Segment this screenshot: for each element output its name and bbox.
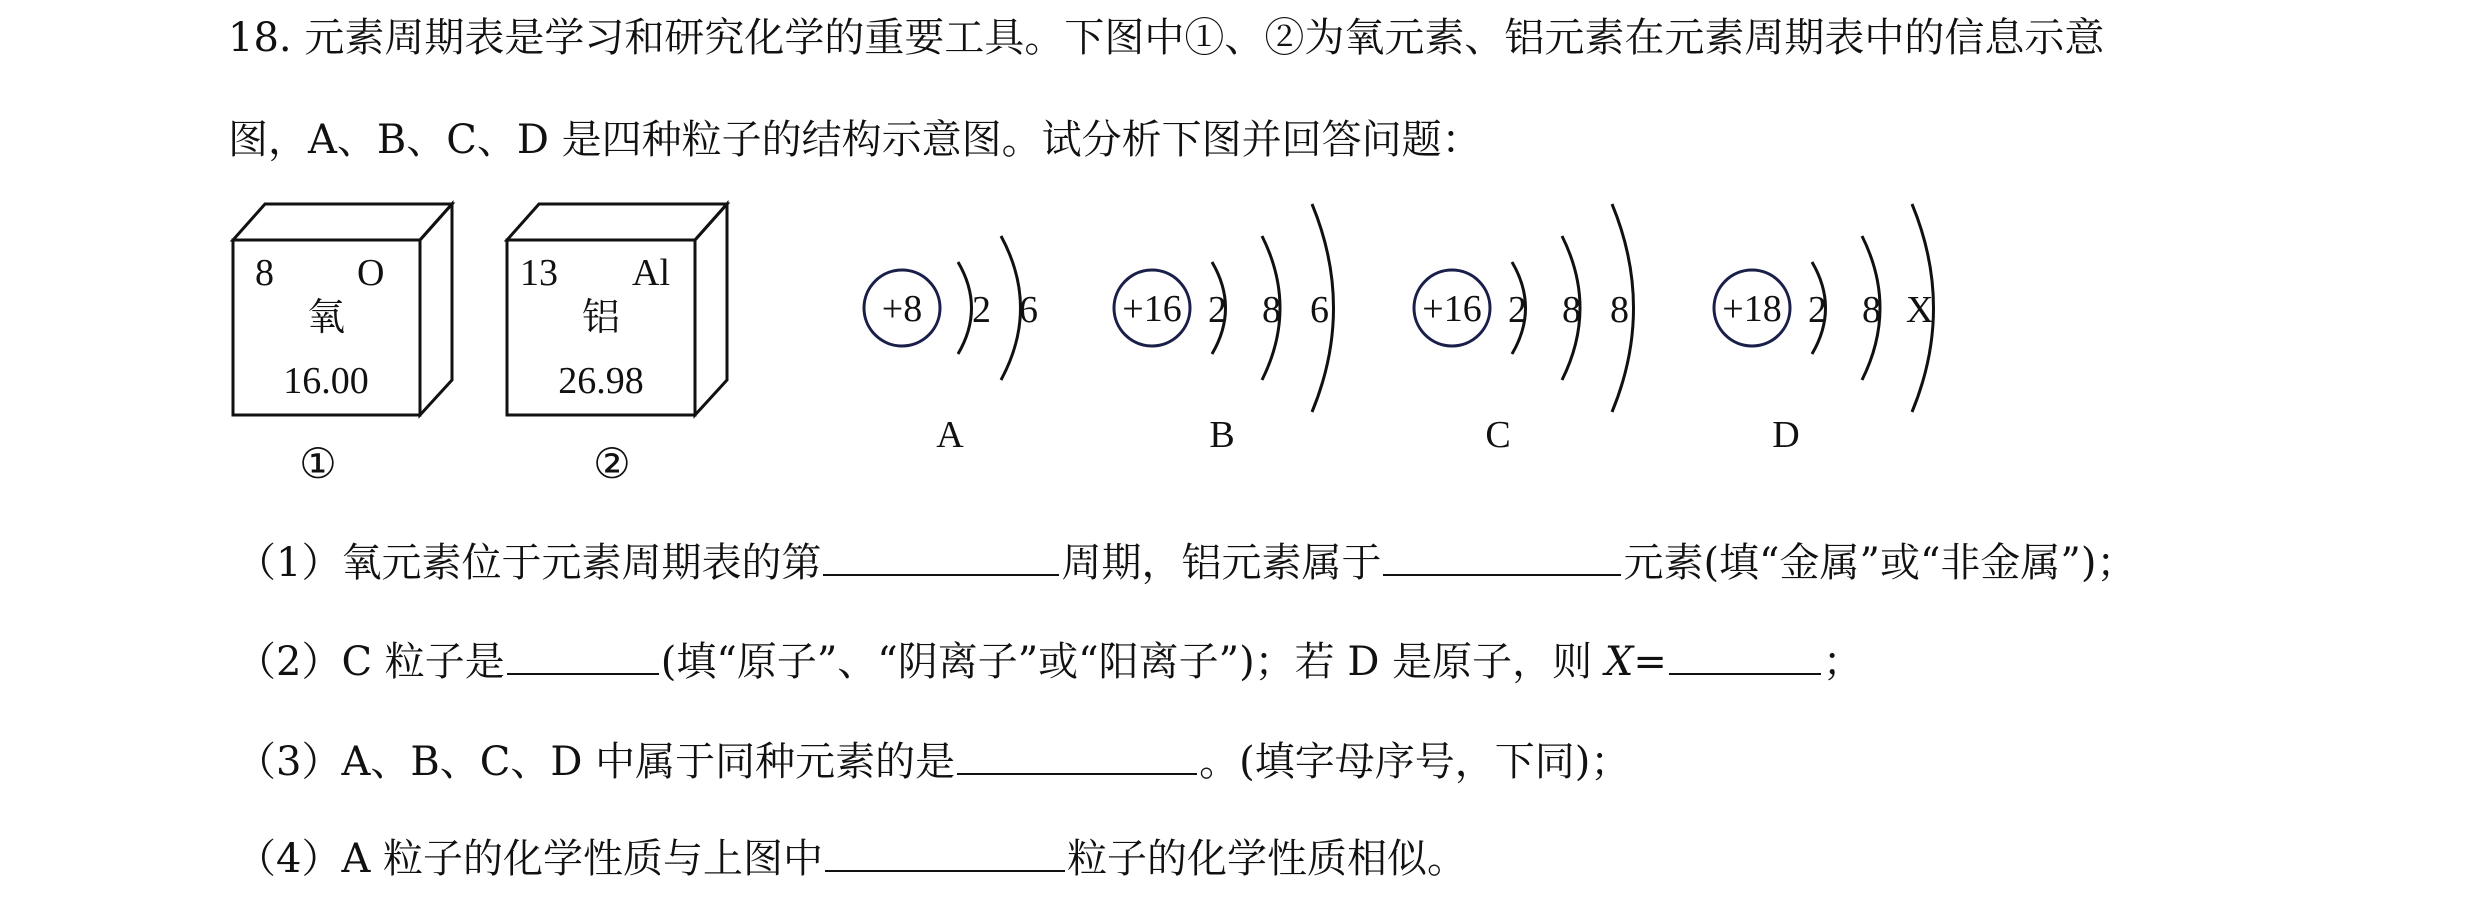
nucleus-charge: +16 <box>1122 288 1182 330</box>
sub-question-4: （4）A 粒子的化学性质与上图中 粒子的化学性质相似。 <box>236 832 1467 885</box>
question-line-1: 18. 元素周期表是学习和研究化学的重要工具。下图中①、②为氧元素、铝元素在元素周期表中的信息示意 <box>228 15 2105 61</box>
tile-atomic-number: 13 <box>520 252 558 294</box>
tile-symbol: Al <box>632 252 670 294</box>
nucleus-charge: +18 <box>1722 288 1782 330</box>
particle-diagram-d <box>1714 204 1934 456</box>
tile-label: ① <box>299 442 337 488</box>
answer-blank[interactable] <box>1383 536 1621 576</box>
shell-electrons: 2 <box>972 289 991 331</box>
shell-electrons: X <box>1906 289 1934 331</box>
shell-electrons: 8 <box>1562 289 1581 331</box>
tile-name: 铝 <box>581 297 621 339</box>
tile-name: 氧 <box>306 297 346 339</box>
answer-blank[interactable] <box>957 735 1197 775</box>
shell-electrons: 2 <box>1208 289 1227 331</box>
sub-question-2: （2）C 粒子是 (填“原子”、“阴离子”或“阳离子”)；若 D 是原子，则 X= ； <box>236 635 1863 688</box>
particle-diagram-b <box>1114 204 1334 456</box>
answer-blank[interactable] <box>823 536 1059 576</box>
particle-label: C <box>1485 414 1511 456</box>
tile-label: ② <box>593 442 631 488</box>
shell-electrons: 2 <box>1808 289 1827 331</box>
particle-label: D <box>1772 414 1800 456</box>
element-tile-oxygen <box>233 204 452 488</box>
shell-electrons: 2 <box>1508 289 1527 331</box>
nucleus-charge: +8 <box>881 288 923 330</box>
sub-question-1: （1）氧元素位于元素周期表的第 周期，铝元素属于 元素(填“金属”或“非金属”)； <box>236 536 2136 589</box>
answer-blank[interactable] <box>825 832 1065 872</box>
sub-question-3: （3）A、B、C、D 中属于同种元素的是 。(填字母序号，下同)； <box>236 735 1630 788</box>
shell-electrons: 8 <box>1610 289 1629 331</box>
answer-blank[interactable] <box>507 635 659 675</box>
element-tile-aluminum <box>507 204 727 488</box>
tile-symbol: O <box>357 252 385 294</box>
tile-atomic-number: 8 <box>255 252 274 294</box>
particle-label: B <box>1209 414 1235 456</box>
tile-mass: 16.00 <box>283 360 369 402</box>
shell-electrons: 6 <box>1310 289 1329 331</box>
particle-diagram-a <box>864 236 1038 456</box>
shell-electrons: 8 <box>1862 289 1881 331</box>
particle-label: A <box>936 414 964 456</box>
answer-blank[interactable] <box>1669 635 1821 675</box>
shell-electrons: 8 <box>1262 289 1281 331</box>
shell-electrons: 6 <box>1019 289 1038 331</box>
particle-diagram-c <box>1414 204 1634 456</box>
nucleus-charge: +16 <box>1422 288 1482 330</box>
question-line-2: 图，A、B、C、D 是四种粒子的结构示意图。试分析下图并回答问题： <box>228 117 1482 163</box>
tile-mass: 26.98 <box>558 360 644 402</box>
figure <box>0 180 2480 540</box>
